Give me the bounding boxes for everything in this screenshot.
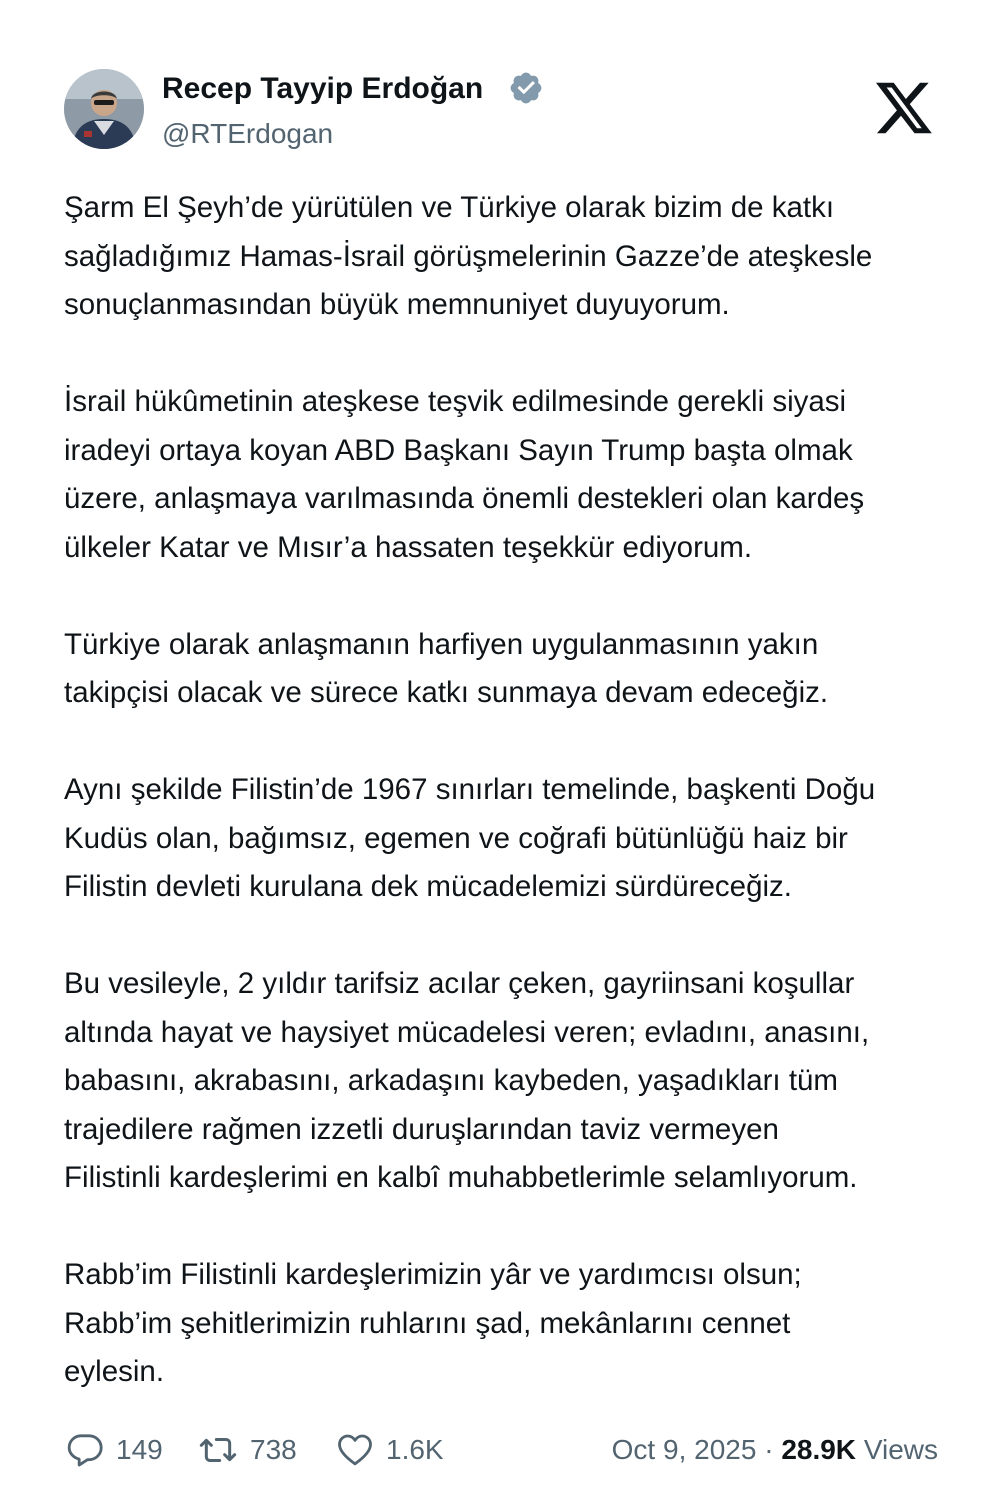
- meta-separator: ·: [756, 1434, 782, 1465]
- tweet-meta: [612, 1424, 938, 1476]
- views-count: 28.9K: [781, 1434, 857, 1465]
- tweet-paragraph: Rabb’im Filistinli kardeşlerimizin yâr ve yardımcısı olsun; Rabb’im şehitlerimizin ruhlarını şad, mekânlarını cennet eylesin.: [64, 1258, 802, 1388]
- like-count: 1.6K: [386, 1434, 444, 1465]
- repost-count: 738: [250, 1434, 297, 1465]
- views-label: Views: [863, 1434, 938, 1465]
- reply-button[interactable]: [64, 1424, 163, 1476]
- tweet-footer: [64, 1424, 938, 1476]
- heart-icon: [334, 1430, 376, 1470]
- reply-count: 149: [116, 1434, 163, 1465]
- x-logo-icon: [876, 82, 932, 134]
- repost-button[interactable]: [196, 1424, 297, 1476]
- tweet-paragraph: İsrail hükûmetinin ateşkese teşvik edilmesinde gerekli siyasi iradeyi ortaya koyan ABD Başkanı Sayın Trump başta olmak üzere, anlaşmaya varılmasında önemli destekleri olan kardeş ülkeler Katar ve Mısır’a hassaten teşekkür ediyorum.: [64, 385, 865, 564]
- author-handle[interactable]: @RTErdogan: [162, 118, 334, 149]
- reply-icon: [64, 1430, 106, 1470]
- display-name[interactable]: Recep Tayyip Erdoğan: [162, 72, 484, 105]
- verified-badge-icon: [508, 70, 544, 106]
- tweet-text: [64, 184, 944, 1397]
- avatar[interactable]: [64, 69, 144, 149]
- tweet-paragraph: Şarm El Şeyh’de yürütülen ve Türkiye olarak bizim de katkı sağladığımız Hamas-İsrail görüşmelerinin Gazze’de ateşkesle sonuçlanmasından büyük memnuniyet duyuyorum.: [64, 191, 873, 321]
- tweet-paragraph: Bu vesileyle, 2 yıldır tarifsiz acılar çeken, gayriinsani koşullar altında hayat ve haysiyet mücadelesi veren; evladını, anasını, babasını, akrabasını, arkadaşını kaybeden, yaşadıkları tüm trajedilere rağmen izzetli duruşlarından taviz vermeyen Filistinli kardeşlerimi en kalbî muhabbetlerimle selamlıyorum.: [64, 967, 870, 1194]
- repost-icon: [196, 1430, 240, 1470]
- tweet-paragraph: Türkiye olarak anlaşmanın harfiyen uygulanmasının yakın takipçisi olacak ve sürece katkı sunmaya devam edeceğiz.: [64, 627, 829, 709]
- avatar-portrait: [64, 69, 144, 149]
- tweet-paragraph: Aynı şekilde Filistin’de 1967 sınırları temelinde, başkenti Doğu Kudüs olan, bağımsız, egemen ve coğrafi bütünlüğü haiz bir Filistin devleti kurulana dek mücadelemizi sürdüreceğiz.: [64, 773, 876, 903]
- like-button[interactable]: [334, 1424, 444, 1476]
- tweet-date[interactable]: Oct 9, 2025: [611, 1434, 757, 1465]
